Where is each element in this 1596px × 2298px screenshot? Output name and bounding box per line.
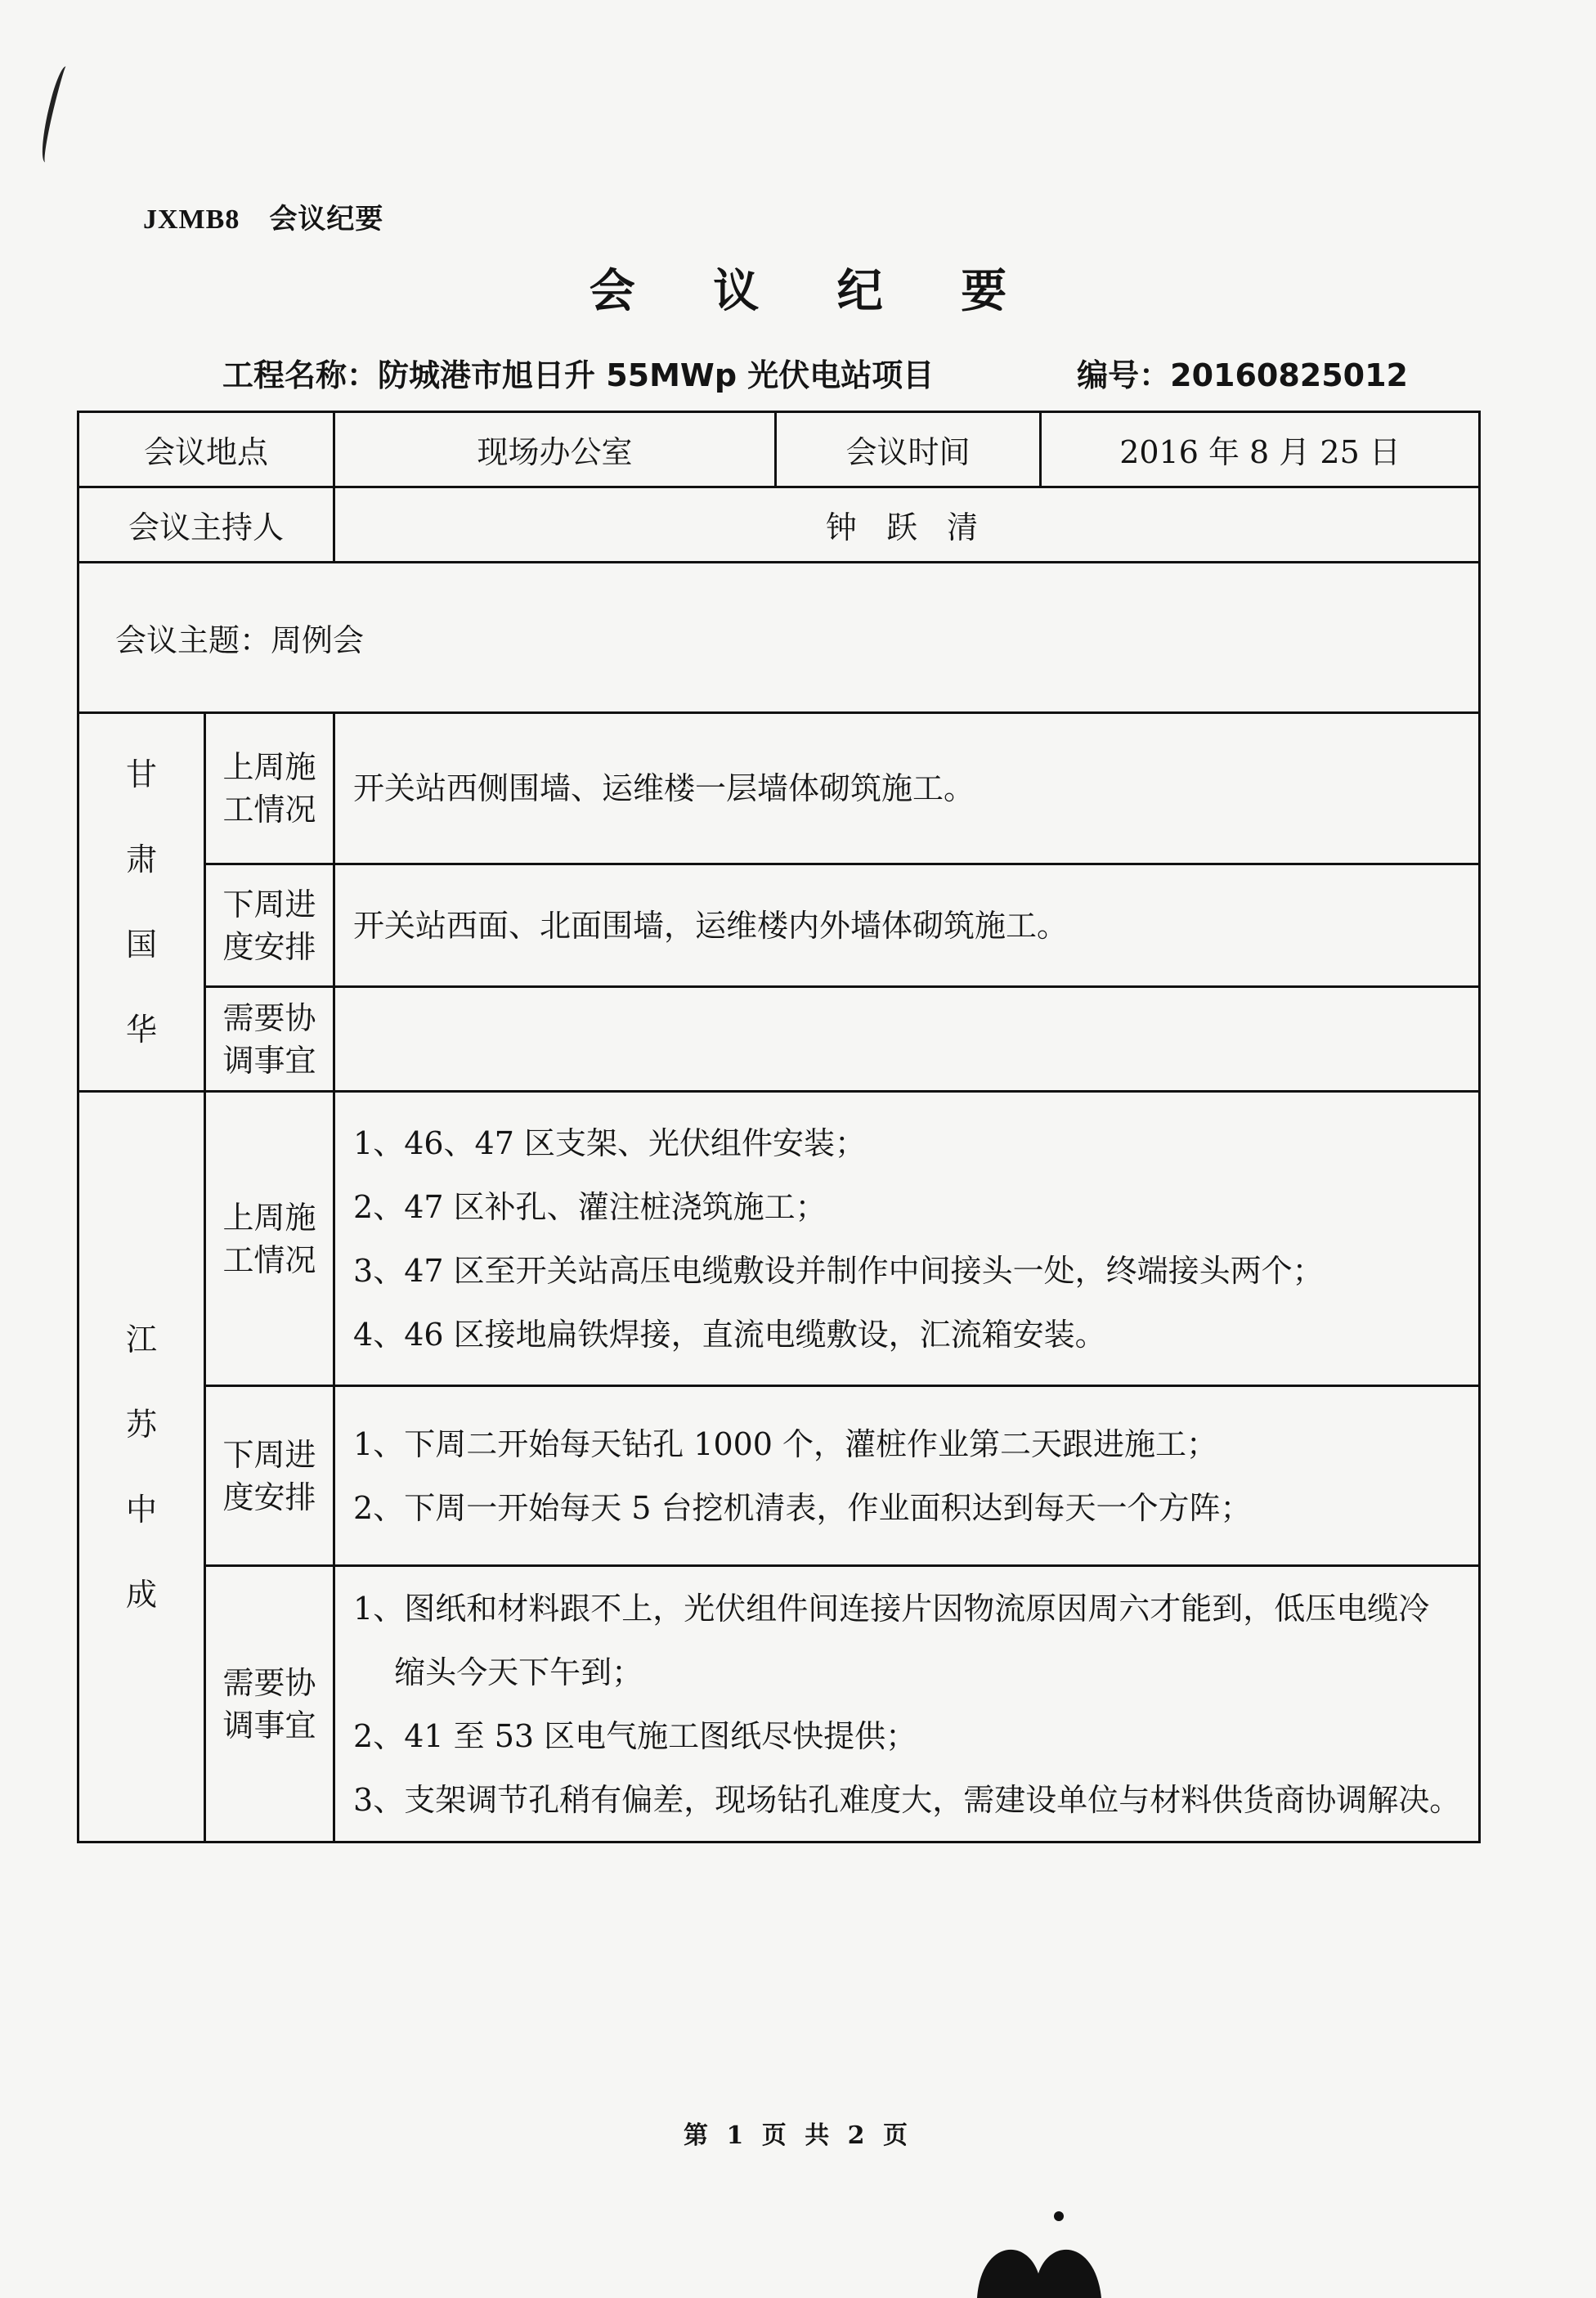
row-content: 开关站西侧围墙、运维楼一层墙体砌筑施工。: [334, 713, 1480, 864]
form-code-id: JXMB8: [143, 204, 240, 235]
list-item: 2、下周一开始每天 5 台挖机清表，作业面积达到每天一个方阵；: [353, 1489, 1252, 1526]
meta-line: [222, 350, 1408, 395]
section-row: [78, 987, 1480, 1092]
seal-stamp-fragment: [961, 2208, 1116, 2298]
list-item: 3、支架调节孔稍有偏差，现场钻孔难度大，需建设单位与材料供货商协调解决。: [353, 1781, 1461, 1818]
list-item: 1、46、47 区支架、光伏组件安装；: [353, 1124, 866, 1161]
row-label-last-week: 上周施 工情况: [205, 1092, 334, 1386]
row-label-coordination: 需要协 调事宜: [205, 987, 334, 1092]
section-row: [78, 1092, 1480, 1386]
list-item: 缩头今天下午到；: [353, 1654, 643, 1690]
row-content-empty: [334, 987, 1480, 1092]
row-label-next-week: 下周进 度安排: [205, 1386, 334, 1566]
location-row: [78, 412, 1480, 487]
location-value: 现场办公室: [334, 412, 776, 487]
list-item: 1、图纸和材料跟不上，光伏组件间连接片因物流原因周六才能到，低压电缆冷: [353, 1590, 1430, 1627]
minutes-table: [77, 411, 1481, 1843]
list-item: 2、47 区补孔、灌注桩浇筑施工；: [353, 1188, 827, 1225]
document-number: 编号：20160825012: [1077, 357, 1408, 393]
row-label-next-week: 下周进 度安排: [205, 864, 334, 987]
host-label: 会议主持人: [78, 487, 334, 563]
section-row: [78, 713, 1480, 864]
list-item: 3、47 区至开关站高压电缆敷设并制作中间接头一处，终端接头两个；: [353, 1252, 1324, 1289]
row-content: [334, 1092, 1480, 1386]
project-name: 工程名称：防城港市旭日升 55MWp 光伏电站项目: [222, 357, 935, 393]
row-content: [334, 1386, 1480, 1566]
form-code: [143, 196, 383, 236]
time-label: 会议时间: [776, 412, 1041, 487]
page-number: 第 1 页 共 2 页: [684, 2121, 912, 2150]
org-name-jiangsu: 江 苏 中 成: [78, 1092, 205, 1842]
org-name-gansu: 甘 肃 国 华: [78, 713, 205, 1092]
row-content: 开关站西面、北面围墙，运维楼内外墙体砌筑施工。: [334, 864, 1480, 987]
section-row: [78, 1386, 1480, 1566]
host-row: [78, 487, 1480, 563]
row-label-coordination: 需要协 调事宜: [205, 1566, 334, 1842]
section-row: [78, 864, 1480, 987]
list-item: 1、下周二开始每天钻孔 1000 个，灌桩作业第二天跟进施工；: [353, 1425, 1218, 1462]
list-item: 4、46 区接地扁铁焊接，直流电缆敷设，汇流箱安装。: [353, 1316, 1106, 1353]
form-code-label: 会议纪要: [269, 203, 384, 236]
handwritten-mark: [36, 65, 75, 164]
meeting-topic: 会议主题：周例会: [78, 563, 1480, 713]
location-label: 会议地点: [78, 412, 334, 487]
time-value: 2016 年 8 月 25 日: [1041, 412, 1480, 487]
topic-row: [78, 563, 1480, 713]
document-title: 会 议 纪 要: [589, 264, 1038, 318]
section-row: [78, 1566, 1480, 1842]
row-label-last-week: 上周施 工情况: [205, 713, 334, 864]
list-item: 2、41 至 53 区电气施工图纸尽快提供；: [353, 1717, 917, 1754]
row-content: [334, 1566, 1480, 1842]
host-value: 钟 跃 清: [334, 487, 1480, 563]
